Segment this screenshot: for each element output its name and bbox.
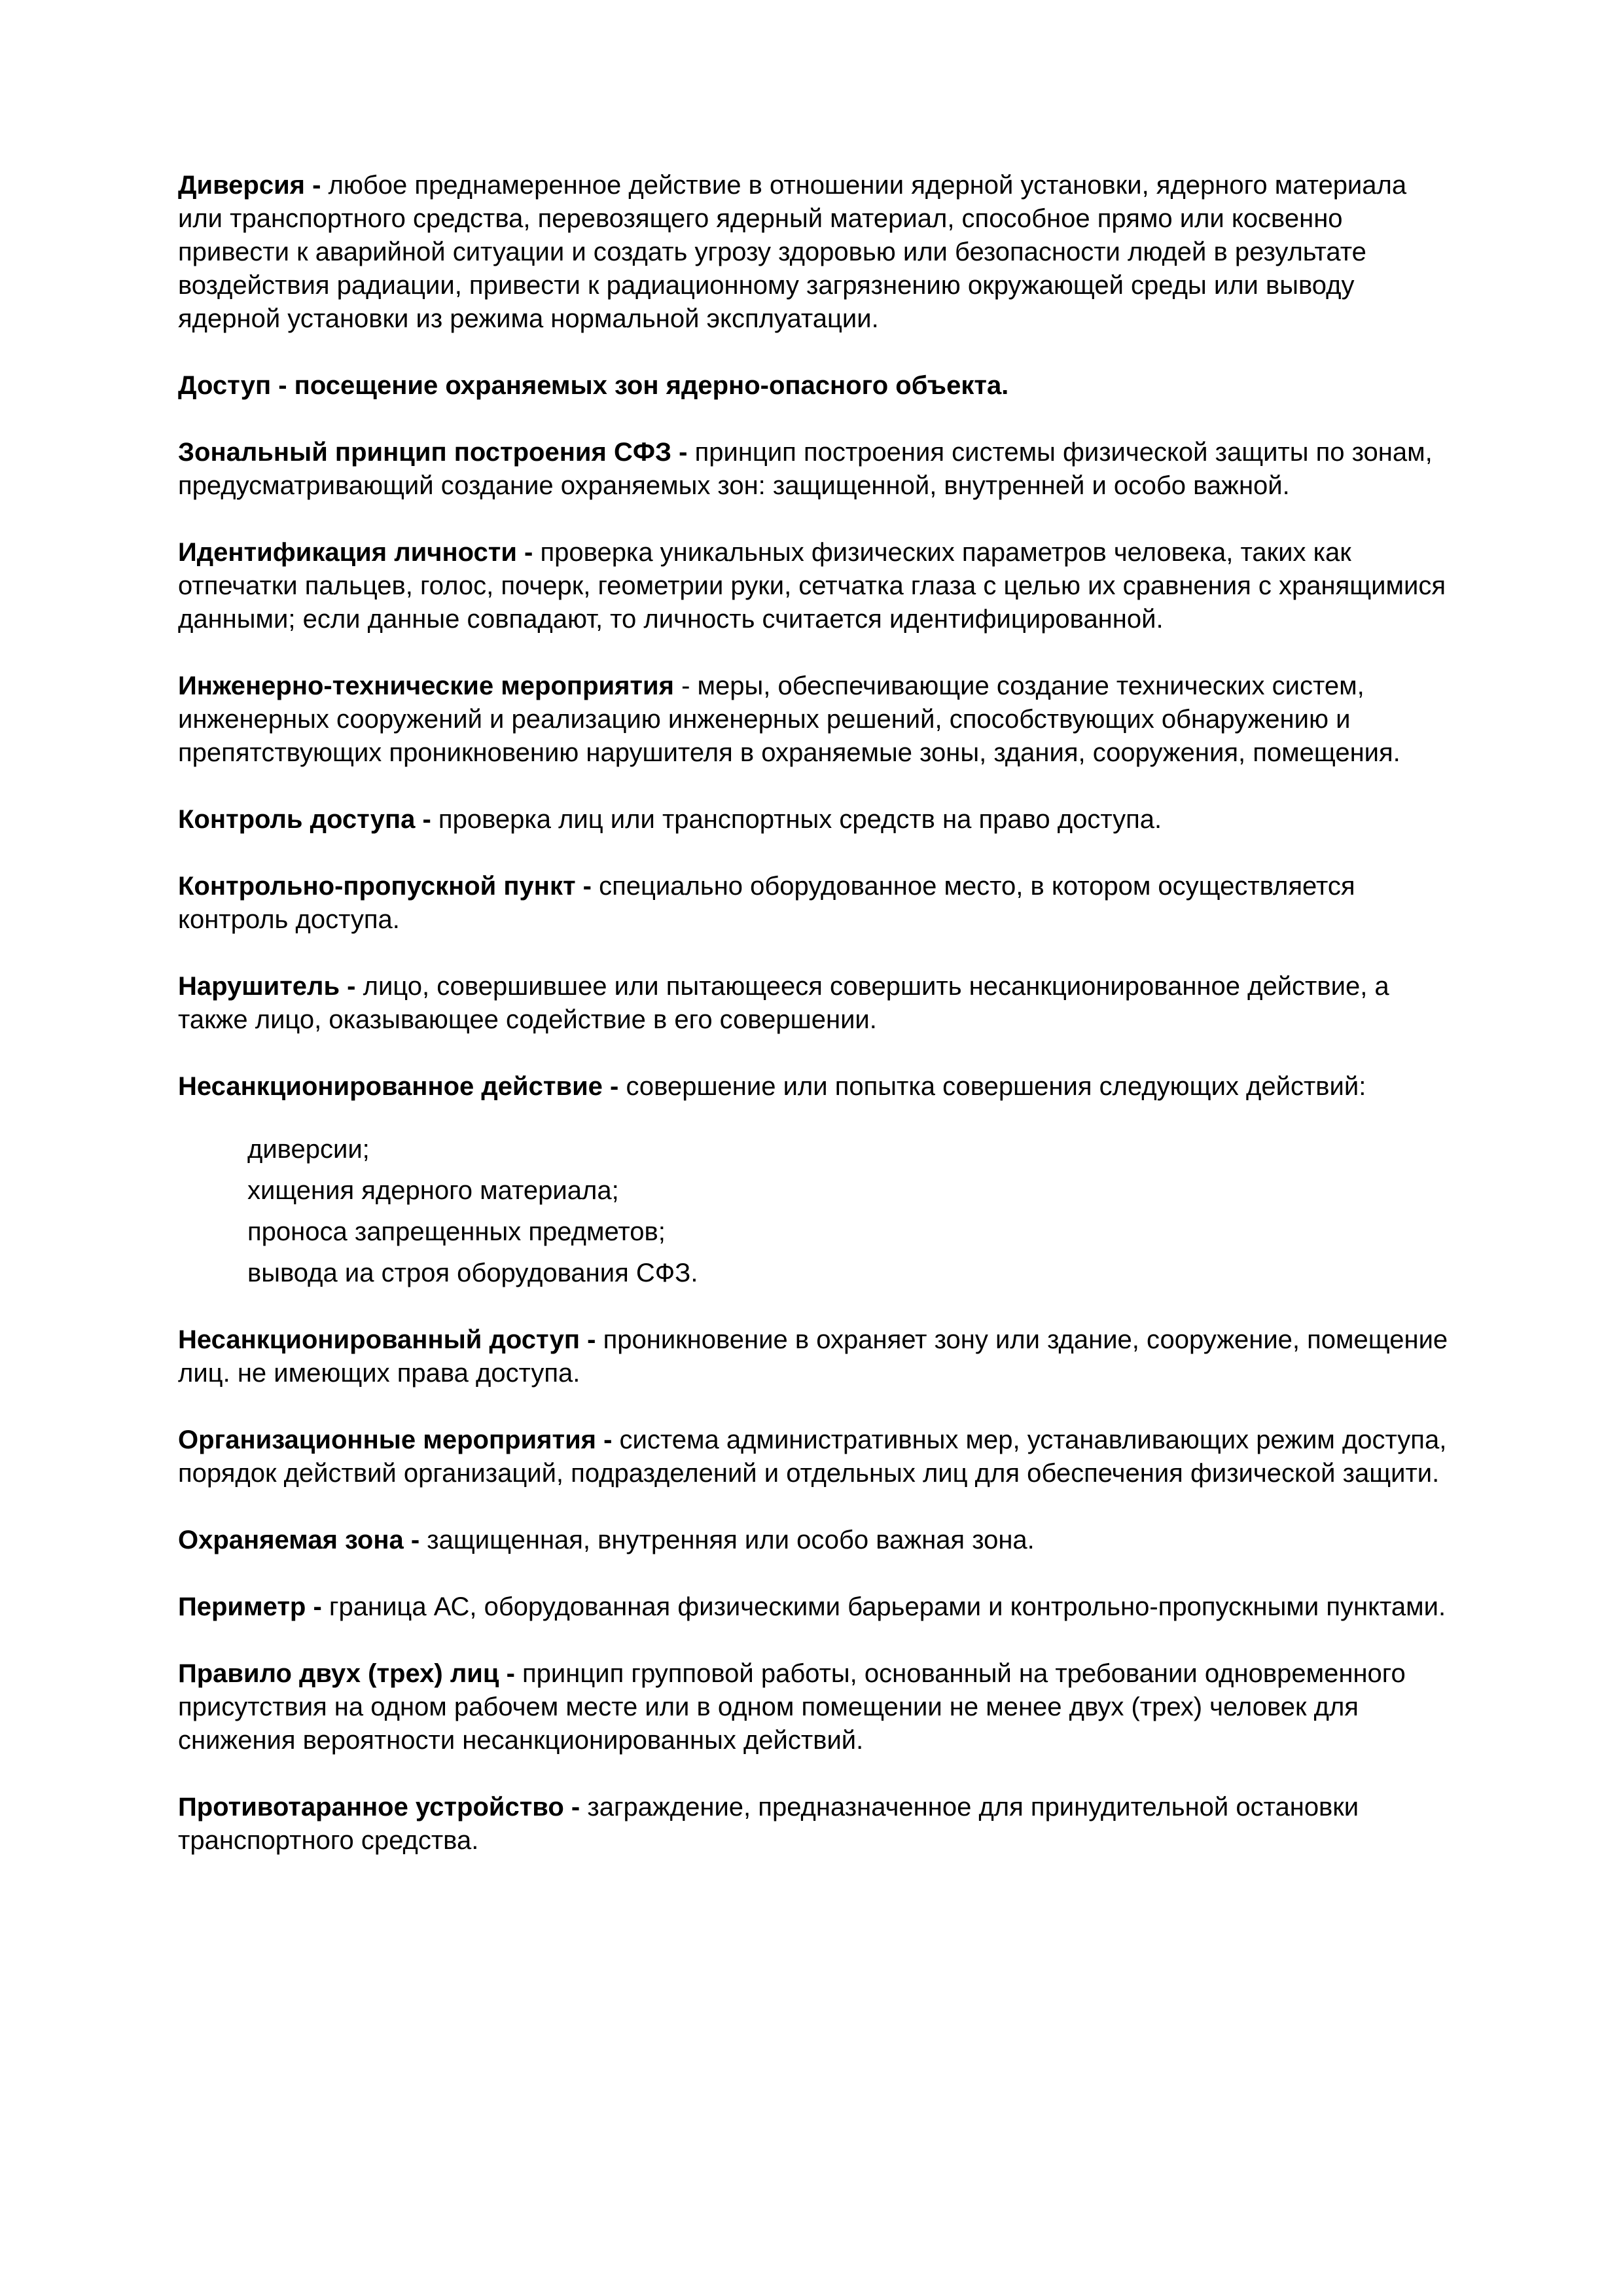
definition-diversiya <box>178 169 1454 336</box>
actions-list <box>247 1133 1454 1290</box>
definition-nesankcionirovannoe-deistvie <box>178 1070 1454 1103</box>
definition-text: защищенная, внутренняя или особо важная зона. <box>419 1526 1035 1554</box>
definition-text: лицо, совершившее или пытающееся совершить несанкционированное действие, а также лицо, оказывающее содействие в его совершении. <box>178 972 1389 1034</box>
term: Противотаранное устройство - <box>178 1793 580 1821</box>
definition-text: заграждение, предназначенное для принудительной остановки транспортного средства. <box>178 1793 1359 1855</box>
term: Охраняемая зона - <box>178 1526 420 1554</box>
definition-inzhenerno-tehnicheskie <box>178 670 1454 770</box>
term: Идентификация личности - <box>178 538 533 567</box>
definition-pravilo-dvuh-lic <box>178 1657 1454 1757</box>
term: Организационные мероприятия - <box>178 1426 613 1454</box>
definition-text: принцип построения системы физической защиты по зонам, предусматривающий создание охраняемых зон: защищенной, внутренней и особо важной. <box>178 438 1433 500</box>
definition-dostup <box>178 369 1454 403</box>
term: Контроль доступа - <box>178 805 431 834</box>
definition-text: принцип групповой работы, основанный на требовании одновременного присутствия на одном рабочем месте или в одном помещении не менее двух (трех) человек для снижения вероятности несанкционированных действий. <box>178 1659 1406 1755</box>
definition-text: проверка уникальных физических параметров человека, таких как отпечатки пальцев, голос, почерк, геометрии руки, сетчатка глаза с целью их сравнения с хранящимися данными; если данные совпадают, то личность считается идентифицированной. <box>178 538 1446 634</box>
term: Несанкционированный доступ - <box>178 1325 596 1354</box>
definition-text: совершение или попытка совершения следующих действий: <box>618 1072 1366 1101</box>
definition-kpp <box>178 870 1454 937</box>
term: Зональный принцип построения СФЗ - <box>178 438 688 467</box>
definition-text: проникновение в охраняет зону или здание, сооружение, помещение лиц. не имеющих права доступа. <box>178 1325 1448 1388</box>
document-page <box>178 169 1454 1891</box>
definition-protivotarannoe-ustroistvo <box>178 1791 1454 1857</box>
definition-text: специально оборудованное место, в котором осуществляется контроль доступа. <box>178 872 1355 934</box>
list-item: хищения ядерного материала; <box>247 1176 619 1205</box>
definition-organizacionnye-meropriyatiya <box>178 1424 1454 1490</box>
definition-kontrol-dostupa <box>178 803 1454 836</box>
definition-zonalnyi-princip <box>178 436 1454 503</box>
list-item: диверсии; <box>247 1135 370 1164</box>
term: Контрольно-пропускной пункт - <box>178 872 592 901</box>
definition-text: любое преднамеренное действие в отношении ядерной установки, ядерного материала или транспортного средства, перевозящего ядерный материал, способное прямо или косвенно привести к аварийной ситуации и создать угрозу здоровью или безопасности людей в результате воздействия радиации, привести к радиационному загрязнению окружающей среды или выводу ядерной установки из режима нормальной эксплуатации. <box>178 171 1407 333</box>
definition-identifikaciya <box>178 536 1454 636</box>
term: Несанкционированное действие - <box>178 1072 619 1101</box>
term: Нарушитель - <box>178 972 356 1001</box>
definition-text: система административных мер, устанавливающих режим доступа, порядок действий организаций, подразделений и отдельных лиц для обеспечения физической защити. <box>178 1426 1447 1488</box>
definition-narushitel <box>178 970 1454 1037</box>
term: Правило двух (трех) лиц - <box>178 1659 515 1688</box>
definition-nesankcionirovannyi-dostup <box>178 1323 1454 1390</box>
definition-text: - меры, обеспечивающие создание технических систем, инженерных сооружений и реализацию инженерных решений, способствующих обнаружению и препятствующих проникновению нарушителя в охраняемые зоны, здания, сооружения, помещения. <box>178 672 1400 767</box>
term: Доступ - посещение охраняемых зон ядерно-опасного объекта. <box>178 371 1009 400</box>
definition-ohranyaemaya-zona <box>178 1524 1454 1557</box>
term: Периметр - <box>178 1592 322 1621</box>
term: Диверсия - <box>178 171 321 200</box>
definition-perimetr <box>178 1590 1454 1624</box>
definition-text: граница АС, оборудованная физическими барьерами и контрольно-пропускными пунктами. <box>321 1592 1446 1621</box>
definition-text: проверка лиц или транспортных средств на право доступа. <box>431 805 1162 834</box>
term: Инженерно-технические мероприятия <box>178 672 674 700</box>
list-item: вывода иа строя оборудования СФЗ. <box>247 1259 698 1287</box>
list-item: проноса запрещенных предметов; <box>247 1217 666 1246</box>
